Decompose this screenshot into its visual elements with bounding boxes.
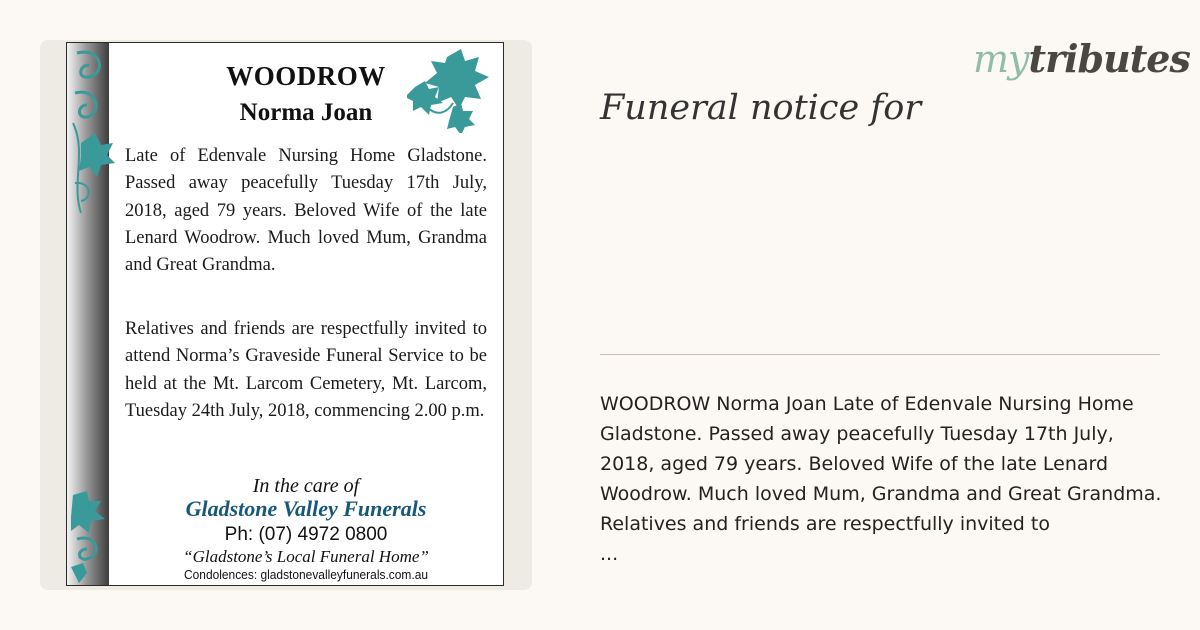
excerpt-line: 2018, aged 79 years. Beloved Wife of the late Lenard [600, 453, 1109, 475]
notice-image-card [40, 40, 532, 590]
funeral-home-phone: Ph: (07) 4972 0800 [224, 524, 388, 545]
funeral-home-slogan: “Gladstone’s Local Funeral Home” [183, 547, 429, 566]
logo-tributes: tributes [1028, 36, 1190, 81]
notice-excerpt [600, 389, 1200, 569]
excerpt-line: Relatives and friends are respectfully invited to [600, 513, 1050, 535]
logo-my: my [973, 37, 1029, 81]
excerpt-line: Gladstone. Passed away peacefully Tuesday 17th July, [600, 423, 1114, 445]
divider [600, 354, 1160, 355]
notice-care-line: In the care of [252, 475, 360, 497]
excerpt-line: Woodrow. Much loved Mum, Grandma and Great Grandma. [600, 483, 1162, 505]
funeral-notice [66, 42, 504, 586]
notice-paragraph-service: Relatives and friends are respectfully invited to attend Norma’s Graveside Funeral Service to be held at the Mt. Larcom Cemetery, Mt. Larcom, Tuesday 24th July, 2018, commencing 2.00 p.m. [125, 319, 487, 421]
funeral-home-name: Gladstone Valley Funerals [185, 496, 427, 521]
mytributes-logo [973, 36, 1190, 81]
notice-paragraph-details: Late of Edenvale Nursing Home Gladstone. Passed away peacefully Tuesday 17th July, 2018, aged 79 years. Beloved Wife of the late Lenard Woodrow. Much loved Mum, Grandma and Great Grandma. [125, 146, 487, 276]
excerpt-ellipsis: ... [600, 543, 619, 565]
notice-given-names: Norma Joan [239, 99, 373, 126]
page-title: Funeral notice for [600, 88, 922, 128]
excerpt-line: WOODROW Norma Joan Late of Edenvale Nursing Home [600, 393, 1134, 415]
condolences-website: Condolences: gladstonevalleyfunerals.com.au [183, 567, 429, 582]
notice-surname: WOODROW [226, 61, 386, 91]
